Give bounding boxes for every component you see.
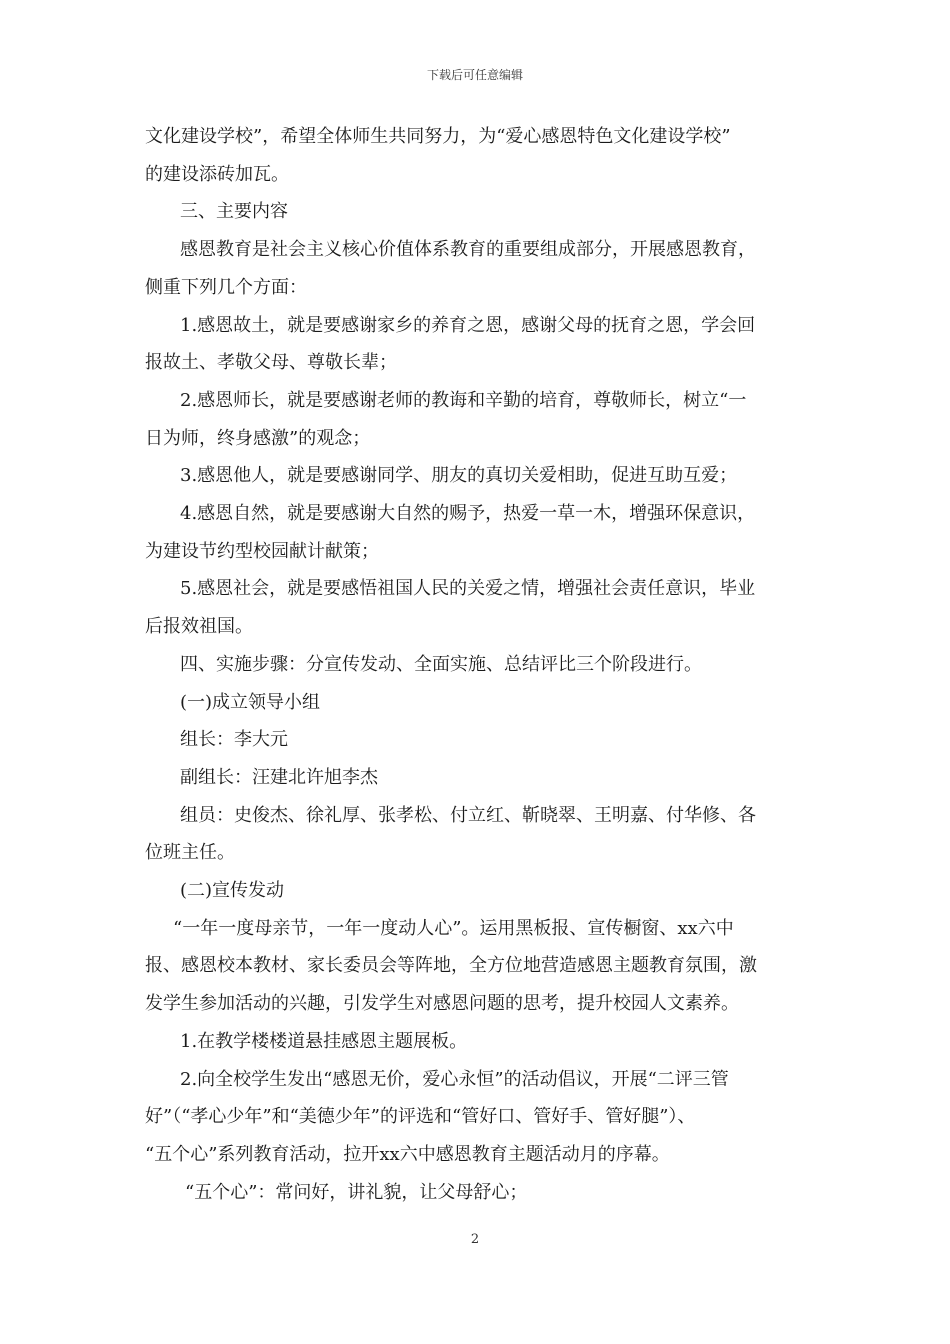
paragraph-line: 好”（“孝心少年”和“美德少年”的评选和“管好口、管好手、管好腿”）、 [145, 1106, 696, 1128]
paragraph-line: 发学生参加活动的兴趣，引发学生对感恩问题的思考，提升校园人文素养。 [145, 993, 739, 1015]
document-body [145, 118, 810, 1211]
paragraph-line: 文化建设学校”，希望全体师生共同努力，为“爱心感恩特色文化建设学校” [145, 126, 731, 147]
paragraph-line: 报故土、孝敬父母、尊敬长辈； [145, 352, 397, 374]
paragraph-line: “一年一度母亲节，一年一度动人心”。运用黑板报、宣传橱窗、xx六中 [173, 917, 734, 939]
paragraph-line: 后报效祖国。 [145, 616, 253, 638]
paragraph-line: 组员：史俊杰、徐礼厚、张孝松、付立红、靳晓翠、王明嘉、付华修、各 [180, 804, 756, 826]
list-item: 5.感恩社会，就是要感悟祖国人民的关爱之情，增强社会责任意识，毕业 [180, 578, 756, 600]
page-number: 2 [470, 1232, 480, 1247]
page-header: 下载后可任意编辑 [426, 68, 523, 82]
paragraph-line: 感恩教育是社会主义核心价值体系教育的重要组成部分，开展感恩教育， [180, 239, 756, 261]
paragraph-line: 日为师，终身感激”的观念； [145, 427, 371, 449]
paragraph-line: 副组长：汪建北许旭李杰 [180, 766, 378, 788]
subsection-heading: (二)宣传发动 [180, 880, 285, 902]
paragraph-line: 的建设添砖加瓦。 [145, 163, 289, 185]
subsection-heading: (一)成立领导小组 [180, 691, 321, 713]
paragraph-line: 报、感恩校本教材、家长委员会等阵地，全方位地营造感恩主题教育氛围，激 [145, 955, 757, 977]
list-item: 1.感恩故土，就是要感谢家乡的养育之恩，感谢父母的抚育之恩，学会回 [180, 314, 756, 336]
paragraph-line: 组长：李大元 [180, 729, 288, 751]
paragraph-line: 侧重下列几个方面： [145, 276, 307, 298]
paragraph-line: “五个心”：常问好，讲礼貌，让父母舒心； [185, 1181, 528, 1203]
paragraph-line: “五个心”系列教育活动，拉开xx六中感恩教育主题活动月的序幕。 [145, 1143, 670, 1165]
section-heading: 三、主要内容 [180, 201, 288, 223]
list-item: 4.感恩自然，就是要感谢大自然的赐予，热爱一草一木，增强环保意识， [180, 503, 756, 525]
list-item: 2.感恩师长，就是要感谢老师的教诲和辛勤的培育，尊敬师长，树立“一 [180, 389, 747, 411]
list-item: 1.在教学楼楼道悬挂感恩主题展板。 [180, 1030, 468, 1052]
paragraph-line: 位班主任。 [145, 842, 235, 864]
list-item: 3.感恩他人，就是要感谢同学、朋友的真切关爱相助，促进互助互爱； [180, 465, 738, 487]
section-heading: 四、实施步骤：分宣传发动、全面实施、总结评比三个阶段进行。 [180, 653, 702, 675]
list-item: 2.向全校学生发出“感恩无价，爱心永恒”的活动倡议，开展“二评三管 [180, 1068, 729, 1090]
paragraph-line: 为建设节约型校园献计献策； [145, 540, 379, 562]
